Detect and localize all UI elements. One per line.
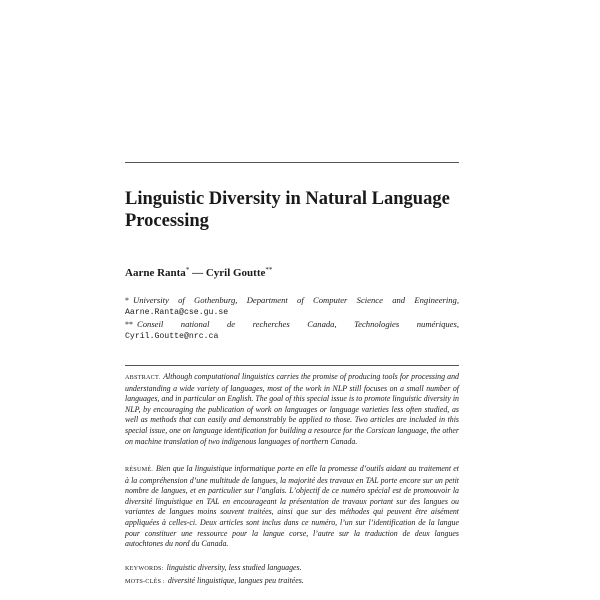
author-name: Cyril Goutte	[205, 267, 266, 279]
resume-label: RÉSUMÉ.	[125, 466, 154, 473]
keywords-label: KEYWORDS:	[125, 565, 164, 572]
abstract-label: ABSTRACT.	[125, 374, 161, 381]
keywords-text: linguistic diversity, less studied languages.	[166, 563, 302, 572]
affiliation-1	[125, 294, 459, 319]
affiliation-mark: *	[185, 266, 190, 274]
author-separator: —	[192, 267, 204, 279]
affiliation-text: Conseil national de recherches Canada, Technologies numériques,	[137, 319, 459, 329]
author-email: Aarne.Ranta@cse.gu.se	[125, 308, 229, 317]
resume-paragraph	[125, 464, 459, 550]
author-email: Cyril.Goutte@nrc.ca	[125, 332, 219, 341]
section-rule	[125, 365, 459, 366]
abstract-paragraph	[125, 372, 459, 447]
author-name: Aarne Ranta	[125, 267, 186, 279]
motscles-line	[125, 576, 459, 587]
motscles-text: diversité linguistique, langues peu traitées.	[167, 576, 304, 585]
motscles-label: MOTS-CLÉS :	[125, 578, 165, 585]
affiliation-text: University of Gothenburg, Department of Computer Science and Engineering,	[133, 295, 459, 305]
affiliation-mark: *	[125, 296, 129, 305]
author-line	[125, 266, 272, 279]
abstract-text: Although computational linguistics carries the promise of producing tools for processing and understanding a wide variety of languages, most of the work in NLP still focuses on a small number of languages, and in particular on English. The goal of this special issue is to promote linguistic diversity in NLP, by encouraging the publication of work on languages or language varieties less often studied, as well as methods that can easily and demonstrably be applied to those. Two articles are included in this special issue, one on language identification for building a resource for the Corsican language, the other on machine translation of two indigenous languages of northern Canada.	[125, 372, 459, 446]
affiliation-2	[125, 318, 459, 343]
affiliation-mark: **	[125, 320, 133, 329]
paper-title: Linguistic Diversity in Natural Language Processing	[125, 189, 450, 231]
top-rule	[125, 162, 459, 163]
resume-text: Bien que la linguistique informatique porte en elle la promesse d’outils aidant au traitement et à la compréhension d’une multitude de langues, la majorité des travaux en TAL porte encore sur un petit nombre de langues, et en particulier sur l’anglais. L’objectif de ce numéro spécial est de promouvoir la diversité linguistique en TAL en encourageant la présentation de travaux portant sur des langues ou variantes de langues moins souvent traitées, ainsi que sur des méthodes qui peuvent être aisément appliquées à celles-ci. Deux articles sont inclus dans ce numéro, l’un sur l’identification de la langue pour constituer une ressource pour la langue corse, l’autre sur la traduction de deux langues autochtones du nord du Canada.	[125, 464, 459, 549]
affiliation-mark: **	[265, 266, 273, 274]
keywords-line	[125, 563, 459, 574]
